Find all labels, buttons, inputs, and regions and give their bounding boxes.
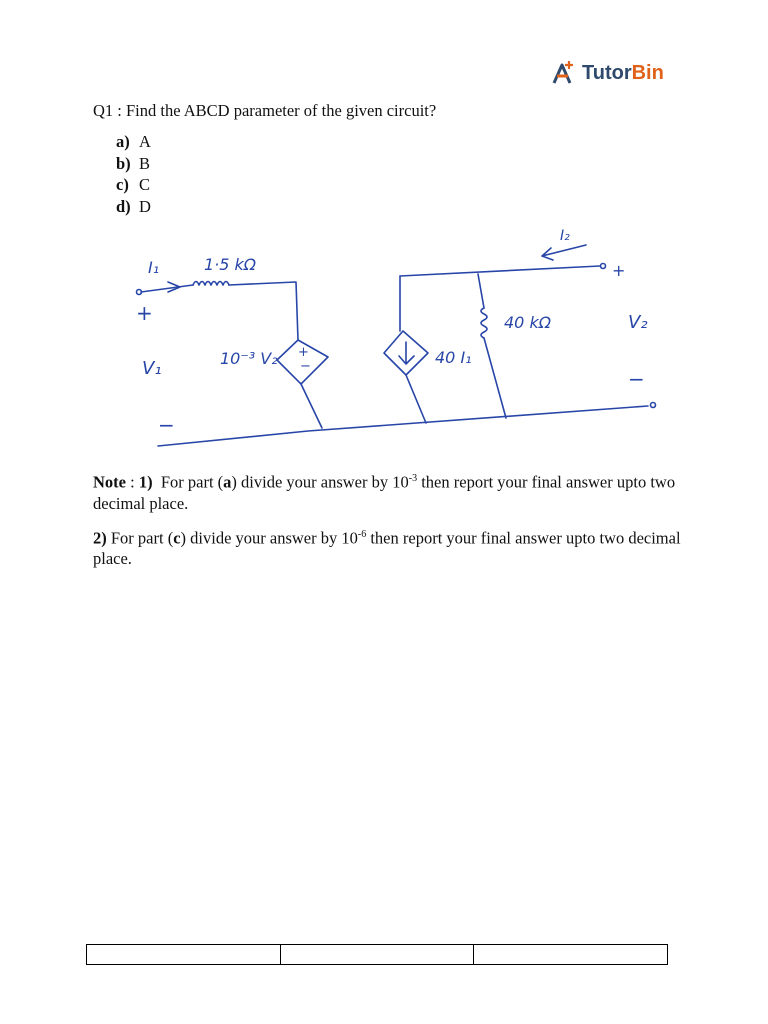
cccs-arrow xyxy=(399,342,414,364)
option-text: A xyxy=(139,132,151,151)
note-number-1: 1) xyxy=(138,472,153,492)
input-wire xyxy=(141,285,193,292)
option-text: B xyxy=(139,153,151,173)
output-terminal-bottom xyxy=(651,403,656,408)
note-1: Note : 1) For part (a) divide your answer by $10^{-3}$ then report your final answer upto two decimal place. xyxy=(93,472,676,513)
output-terminal-top xyxy=(601,264,606,269)
label-v1-plus: + xyxy=(136,301,153,325)
option-letter: c) xyxy=(116,175,129,194)
note-2: 2) For part (c) divide your answer by $10^{-6}$ then report your final answer upto two decimal place. xyxy=(93,528,681,568)
label-resistor-1: 1·5 kΩ xyxy=(204,255,257,274)
note-number-2: 2) xyxy=(93,528,107,547)
option-b xyxy=(116,153,151,175)
label-v2: V₂ xyxy=(628,312,648,333)
note-section xyxy=(93,468,693,579)
tutorbin-logo-icon xyxy=(550,59,578,87)
label-i1: I₁ xyxy=(148,258,160,277)
cccs-bottom-wire xyxy=(406,375,426,423)
option-letter: d) xyxy=(116,196,131,216)
option-letter: b) xyxy=(116,153,131,173)
label-v1: V₁ xyxy=(142,358,162,379)
question-text: Q1 : Find the ABCD parameter of the given circuit? xyxy=(93,101,437,120)
footer-cell xyxy=(280,945,474,965)
vcvs-bottom-wire xyxy=(301,384,322,428)
label-v2-minus: − xyxy=(628,367,645,391)
options-list xyxy=(116,131,151,217)
option-a xyxy=(116,131,151,153)
label-i2: I₂ xyxy=(560,228,570,244)
logo-text-tutor: Tutor xyxy=(582,61,632,84)
option-text: C xyxy=(139,175,151,194)
label-cccs: 40 I₁ xyxy=(435,348,472,367)
label-resistor-2: 40 kΩ xyxy=(504,313,551,332)
label-v1-minus: − xyxy=(158,413,175,437)
note-label: Note xyxy=(93,472,126,492)
option-d xyxy=(116,196,151,218)
footer-table xyxy=(86,944,668,965)
option-c xyxy=(116,174,151,196)
option-letter: a) xyxy=(116,132,130,151)
ground-wire xyxy=(158,406,648,446)
resistor-1-5k xyxy=(193,282,229,286)
top-left-wire xyxy=(229,282,298,340)
footer-row xyxy=(87,945,668,965)
label-vcvs-minus: − xyxy=(300,359,311,374)
resistor-branch-top-wire xyxy=(478,274,484,308)
label-vcvs-plus: + xyxy=(298,345,309,360)
label-vcvs: 10⁻³ V₂ xyxy=(220,349,278,368)
footer-cell xyxy=(87,945,281,965)
tutorbin-logo xyxy=(550,58,664,88)
current-i2-arrow xyxy=(542,245,586,260)
footer-cell xyxy=(474,945,668,965)
label-v2-plus: + xyxy=(612,261,626,280)
top-right-wire xyxy=(400,266,600,276)
option-text: D xyxy=(139,196,151,216)
circuit-diagram xyxy=(128,218,678,453)
resistor-40k xyxy=(481,308,487,338)
logo-text-bin: Bin xyxy=(631,61,664,84)
resistor-branch-bottom-wire xyxy=(484,338,506,418)
